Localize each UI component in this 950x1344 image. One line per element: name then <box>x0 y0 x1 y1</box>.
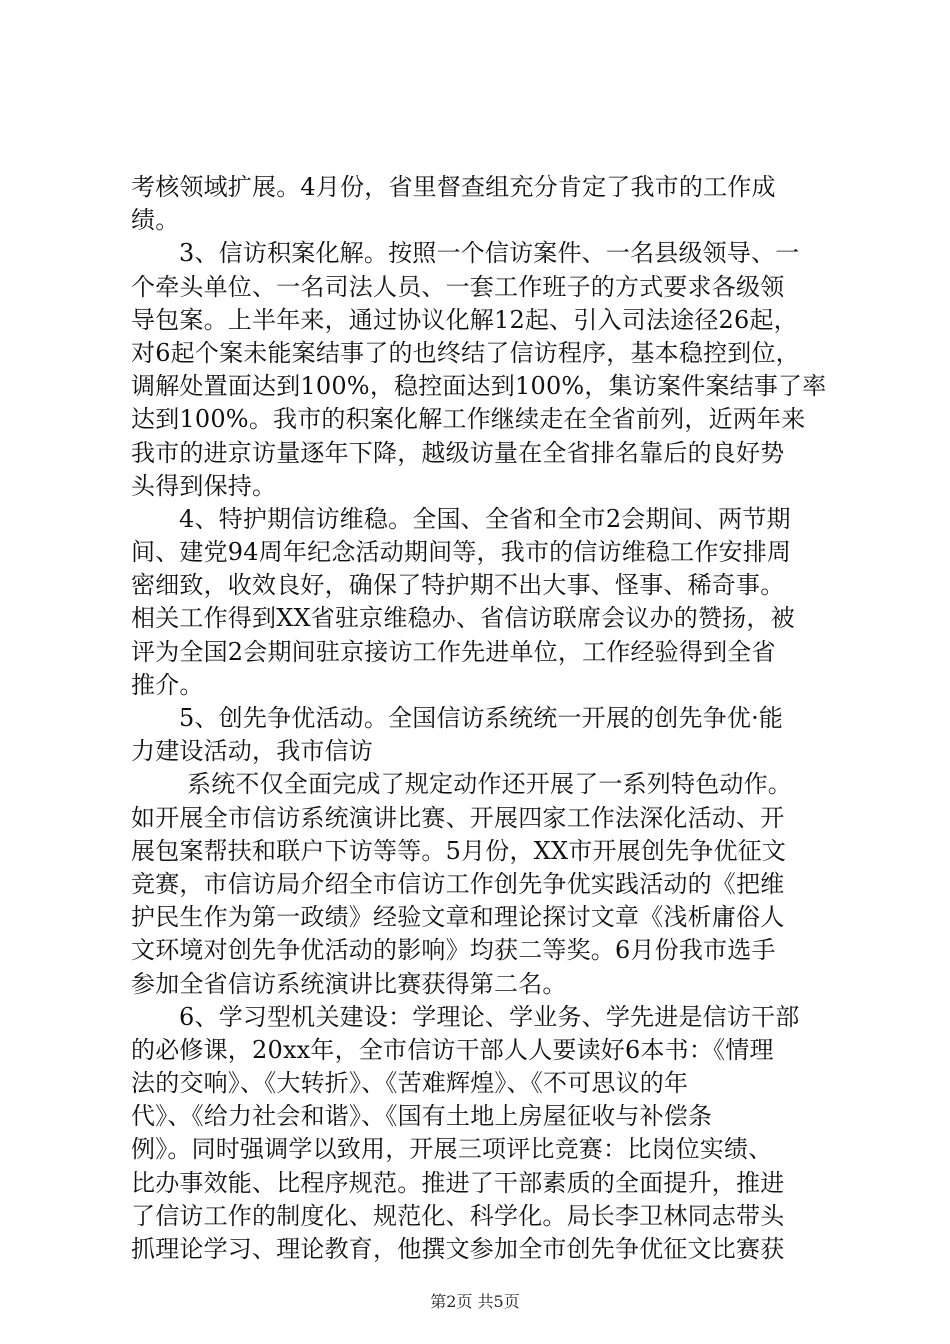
text-line: 比办事效能、比程序规范。推进了干部素质的全面提升，推进 <box>131 1168 785 1197</box>
text-line: 我市的进京访量逐年下降，越级访量在全省排名靠后的良好势 <box>131 438 785 467</box>
text-line: 展包案帮扶和联户下访等等。5月份，XX市开展创先争优征文 <box>131 836 787 865</box>
text-line: 密细致，收效良好，确保了特护期不出大事、怪事、稀奇事。 <box>131 571 785 600</box>
text-line: 了信访工作的制度化、规范化、科学化。局长李卫林同志带头 <box>131 1201 785 1230</box>
text-line: 间、建党94周年纪念活动期间等，我市的信访维稳工作安排周 <box>131 538 792 567</box>
text-line: 相关工作得到XX省驻京维稳办、省信访联席会议办的赞扬，被 <box>131 604 795 633</box>
paragraph-start-line: 5、创先争优活动。全国信访系统统一开展的创先争优·能 <box>179 704 784 732</box>
text-line: 法的交响》、《大转折》、《苦难辉煌》、《不可思议的年 <box>131 1069 689 1098</box>
document-body <box>131 171 831 1266</box>
text-line: 如开展全市信访系统演讲比赛、开展四家工作法深化活动、开 <box>131 803 785 832</box>
paragraph-start-line: 3、信访积案化解。按照一个信访案件、一名县级领导、一 <box>179 239 800 268</box>
paragraph-start-line: 4、特护期信访维稳。全国、全省和全市2会期间、两节期 <box>179 504 791 533</box>
text-line: 达到100%。我市的积案化解工作继续走在全省前列，近两年来 <box>131 405 806 434</box>
text-line: 头得到保持。 <box>131 471 277 500</box>
text-line: 个牵头单位、一名司法人员、一套工作班子的方式要求各级领 <box>131 272 785 301</box>
text-line: 护民生作为第一政绩》经验文章和理论探讨文章《浅析庸俗人 <box>131 903 785 932</box>
text-line: 导包案。上半年来，通过协议化解12起、引入司法途径26起， <box>131 305 798 334</box>
text-line: 绩。 <box>131 206 180 235</box>
paragraph-start-line: 6、学习型机关建设：学理论、学业务、学先进是信访干部 <box>179 1002 800 1031</box>
page-number-footer: 第2页 共5页 <box>430 1292 520 1311</box>
text-line: 例》。同时强调学以致用，开展三项评比竞赛：比岗位实绩、 <box>131 1135 773 1164</box>
text-line: 竞赛，市信访局介绍全市信访工作创先争优实践活动的《把维 <box>131 869 785 898</box>
text-line: 推介。 <box>131 670 204 699</box>
text-line: 代》、《给力社会和谐》、《国有土地上房屋征收与补偿条 <box>131 1102 713 1131</box>
paragraph-start-line: 系统不仅全面完成了规定动作还开展了一系列特色动作。 <box>187 770 792 799</box>
text-line: 调解处置面达到100%，稳控面达到100%，集访案件案结事了率 <box>131 372 827 401</box>
text-line: 文环境对创先争优活动的影响》均获二等奖。6月份我市选手 <box>131 936 776 965</box>
text-line: 力建设活动，我市信访 <box>131 737 373 766</box>
text-line: 对6起个案未能案结事了的也终结了信访程序，基本稳控到位， <box>131 338 800 367</box>
text-line: 评为全国2会期间驻京接访工作先进单位，工作经验得到全省 <box>131 637 776 666</box>
text-line: 参加全省信访系统演讲比赛获得第二名。 <box>131 969 567 998</box>
text-line: 抓理论学习、理论教育，他撰文参加全市创先争优征文比赛获 <box>131 1235 785 1263</box>
text-line: 考核领域扩展。4月份，省里督查组充分肯定了我市的工作成 <box>131 173 776 201</box>
text-line: 的必修课，20xx年，全市信访干部人人要读好6本书：《情理 <box>131 1035 774 1064</box>
